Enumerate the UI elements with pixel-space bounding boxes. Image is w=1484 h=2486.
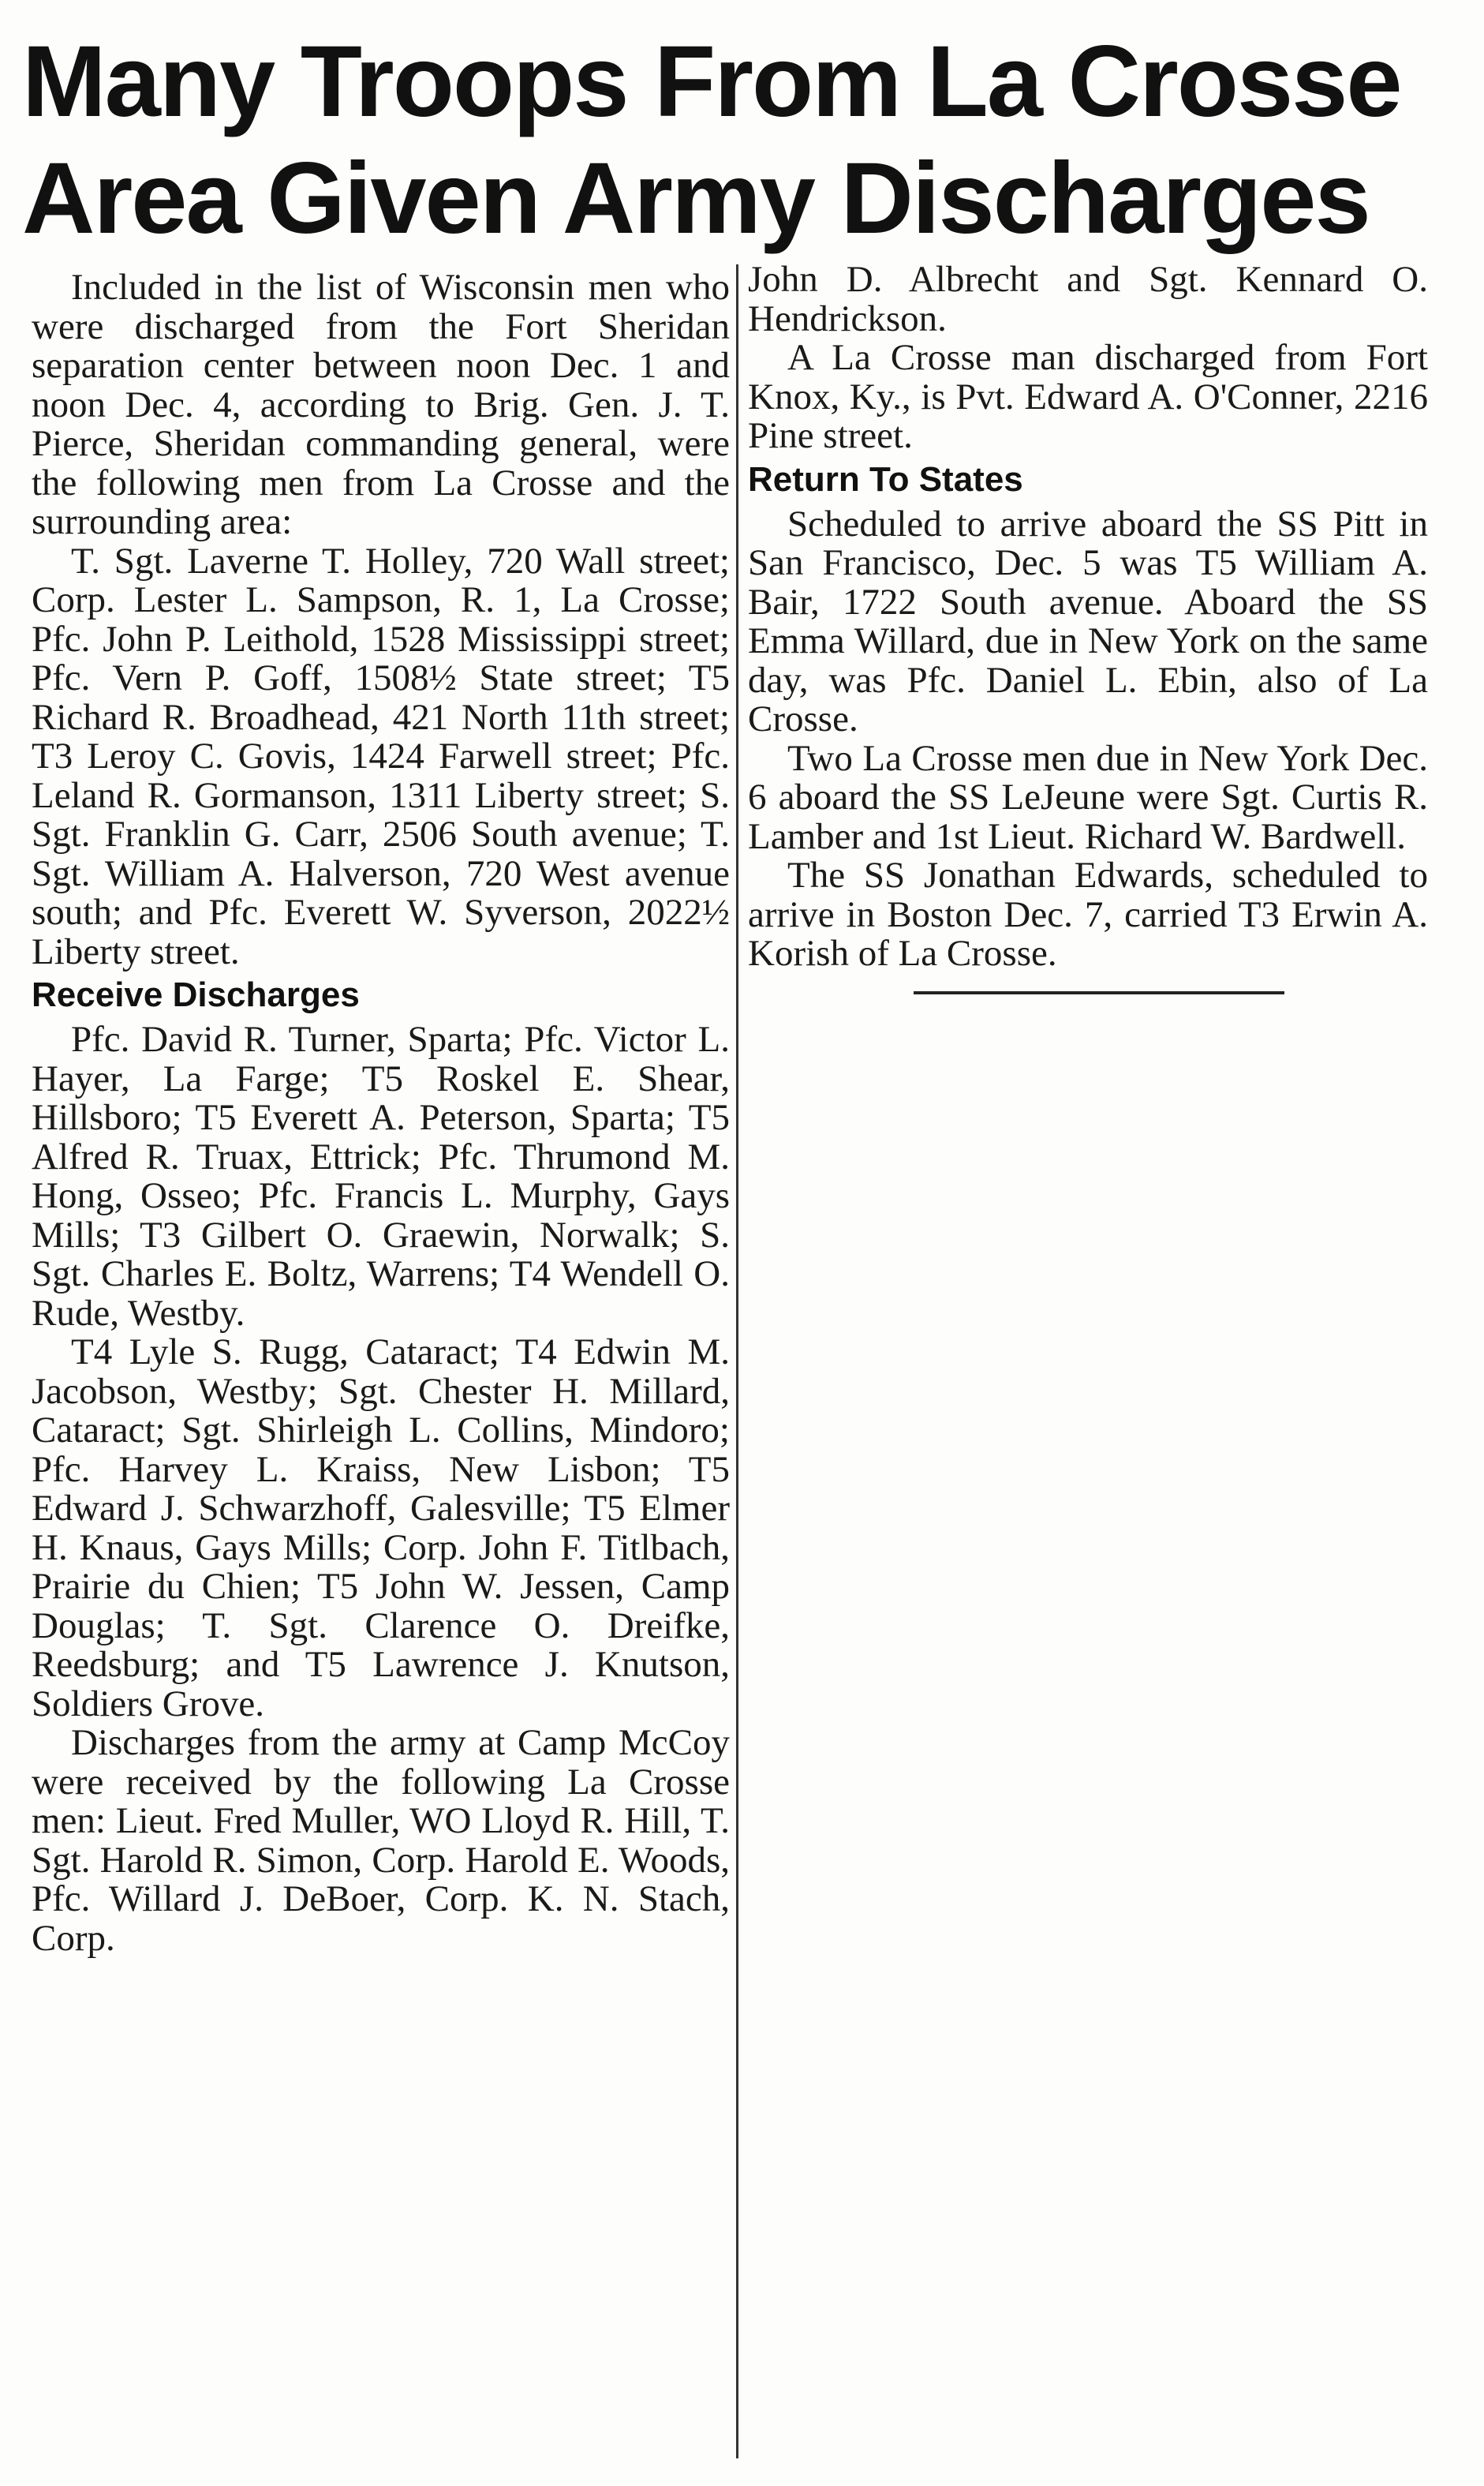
return-paragraph-3: The SS Jonathan Edwards, scheduled to arrive in Boston Dec. 7, carried T3 Erwin A. Korish of La Crosse. (748, 855, 1428, 974)
intro-paragraph: Included in the list of Wisconsin men who were discharged from the Fort Sheridan separation center between noon Dec. 1 and noon Dec. 4, according to Brig. Gen. J. T. Pierce, Sheridan commanding general, were the following men from La Crosse and the surrounding area: (32, 267, 730, 542)
headline (22, 24, 1401, 257)
fort-knox-paragraph: A La Crosse man discharged from Fort Knox, Ky., is Pvt. Edward A. O'Conner, 2216 Pine street. (748, 337, 1428, 456)
subhead-return-to-states: Return To States (748, 459, 1023, 499)
left-column (32, 268, 730, 1958)
camp-mccoy-paragraph: Discharges from the army at Camp McCoy were received by the following La Crosse men: Lieut. Fred Muller, WO Lloyd R. Hill, T. Sgt. Harold R. Simon, Corp. Harold E. Woods, Pfc. Willard J. DeBoer, Corp. K. N. Stach, Corp. (32, 1722, 730, 1959)
la-crosse-list-paragraph: T. Sgt. Laverne T. Holley, 720 Wall street; Corp. Lester L. Sampson, R. 1, La Crosse; Pfc. John P. Leithold, 1528 Mississippi street; Pfc. Vern P. Goff, 1508½ State street; T5 Richard R. Broadhead, 421 North 11th street; T3 Leroy C. Govis, 1424 Farwell street; Pfc. Leland R. Gormanson, 1311 Liberty street; S. Sgt. Franklin G. Carr, 2506 South avenue; T. Sgt. William A. Halverson, 720 West avenue south; and Pfc. Everett W. Syverson, 2022½ Liberty street. (32, 540, 730, 972)
return-paragraph-2: Two La Crosse men due in New York Dec. 6 aboard the SS LeJeune were Sgt. Curtis R. Lamber and 1st Lieut. Richard W. Bardwell. (748, 737, 1428, 857)
headline-line-2: Area Given Army Discharges (22, 142, 1370, 255)
column-divider (736, 264, 738, 2458)
return-paragraph-1: Scheduled to arrive aboard the SS Pitt in San Francisco, Dec. 5 was T5 William A. Bair, 1722 South avenue. Aboard the SS Emma Willard, due in New York on the same day, was Pfc. Daniel L. Ebin, also of La Crosse. (748, 503, 1428, 739)
headline-line-1: Many Troops From La Crosse (22, 25, 1401, 138)
continued-paragraph: John D. Albrecht and Sgt. Kennard O. Hendrickson. (748, 259, 1428, 339)
end-rule (914, 991, 1284, 994)
receive-paragraph-1: Pfc. David R. Turner, Sparta; Pfc. Victor L. Hayer, La Farge; T5 Roskel E. Shear, Hillsboro; T5 Everett A. Peterson, Sparta; T5 Alfred R. Truax, Ettrick; Pfc. Thrumond M. Hong, Osseo; Pfc. Francis L. Murphy, Gays Mills; T3 Gilbert O. Graewin, Norwalk; S. Sgt. Charles E. Boltz, Warrens; T4 Wendell O. Rude, Westby. (32, 1019, 730, 1334)
receive-paragraph-2: T4 Lyle S. Rugg, Cataract; T4 Edwin M. Jacobson, Westby; Sgt. Chester H. Millard, Cataract; Sgt. Shirleigh L. Collins, Mindoro; Pfc. Harvey L. Kraiss, New Lisbon; T5 Edward J. Schwarzhoff, Galesville; T5 Elmer H. Knaus, Gays Mills; Corp. John F. Titlbach, Prairie du Chien; T5 John W. Jessen, Camp Douglas; T. Sgt. Clarence O. Dreifke, Reedsburg; and T5 Lawrence J. Knutson, Soldiers Grove. (32, 1331, 730, 1724)
subhead-receive-discharges: Receive Discharges (32, 975, 360, 1014)
right-column (748, 260, 1428, 994)
